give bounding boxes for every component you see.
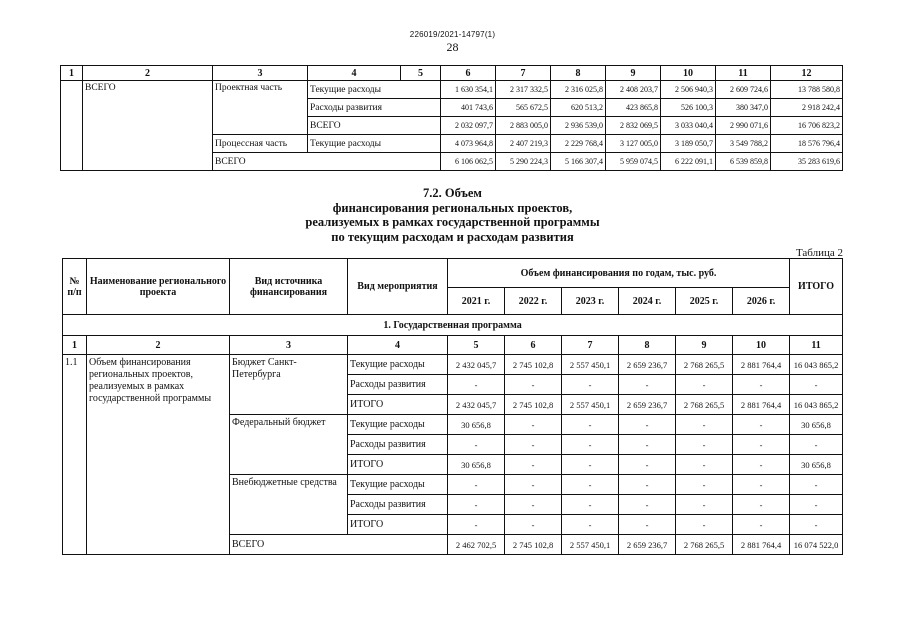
value-cell: 2 745 102,8 [505,395,562,415]
value-cell: 526 100,3 [661,99,716,117]
process-part-label: Процессная часть [213,135,308,153]
value-cell: 5 166 307,4 [551,153,606,171]
total-cell: - [790,435,843,455]
value-cell: - [676,475,733,495]
header-year: 2023 г. [562,288,619,315]
activity-label: Расходы развития [348,375,448,395]
value-cell: 423 865,8 [606,99,661,117]
value-cell: - [505,475,562,495]
value-cell: - [676,515,733,535]
table-label: Таблица 2 [795,247,843,259]
source-spb: Бюджет Санкт-Петербурга [230,355,348,415]
value-cell: 5 290 224,3 [496,153,551,171]
value-cell: 5 959 074,5 [606,153,661,171]
row-label: Расходы развития [308,99,441,117]
value-cell: - [505,495,562,515]
header-project-name: Наименование регионального проекта [87,259,230,315]
column-index: 3 [230,336,348,355]
value-cell: - [448,475,505,495]
value-cell: - [619,455,676,475]
value-cell: - [619,515,676,535]
value-cell: 3 127 005,0 [606,135,661,153]
value-cell: - [676,455,733,475]
column-index: 8 [551,66,606,81]
value-cell: 30 656,8 [448,415,505,435]
value-cell: 2 832 069,5 [606,117,661,135]
item-name: Объем финансирования региональных проектов, реализуемых в рамках государственной программы [87,355,230,555]
value-cell: 2 659 236,7 [619,395,676,415]
total-cell: 16 043 865,2 [790,355,843,375]
value-cell: - [676,415,733,435]
activity-label: Расходы развития [348,495,448,515]
header-activity: Вид мероприятия [348,259,448,315]
activity-label: Текущие расходы [348,415,448,435]
value-cell: 3 189 050,7 [661,135,716,153]
activity-label: Текущие расходы [348,475,448,495]
value-cell: - [505,515,562,535]
row-group-label: ВСЕГО [83,81,213,171]
value-cell: 620 513,2 [551,99,606,117]
value-cell: 2 745 102,8 [505,355,562,375]
summary-table [60,65,843,171]
value-cell: 2 032 097,7 [441,117,496,135]
total-cell: 18 576 796,4 [771,135,843,153]
column-index: 4 [308,66,401,81]
value-cell: 3 549 788,2 [716,135,771,153]
column-index: 9 [606,66,661,81]
value-cell: - [733,415,790,435]
value-cell: - [505,435,562,455]
value-cell: - [733,515,790,535]
total-cell: - [790,375,843,395]
total-cell: 30 656,8 [790,415,843,435]
value-cell: 1 630 354,1 [441,81,496,99]
column-index: 11 [790,336,843,355]
total-cell: - [790,495,843,515]
value-cell: 380 347,0 [716,99,771,117]
value-cell: 2 768 265,5 [676,535,733,555]
column-index: 7 [496,66,551,81]
value-cell: - [676,435,733,455]
value-cell: - [505,455,562,475]
value-cell: 2 432 045,7 [448,395,505,415]
column-index: 6 [441,66,496,81]
header-year: 2022 г. [505,288,562,315]
header-total: ИТОГО [790,259,843,315]
document-id: 226019/2021-14797(1) [409,30,496,39]
activity-label: ИТОГО [348,455,448,475]
value-cell: - [619,435,676,455]
column-index: 11 [716,66,771,81]
column-index-row [63,336,843,355]
item-number: 1.1 [63,355,87,555]
value-cell: 2 557 450,1 [562,395,619,415]
row-label: Текущие расходы [308,81,441,99]
value-cell: 2 881 764,4 [733,395,790,415]
section-title-line: по текущим расходам и расходам развития [331,229,574,244]
value-cell: 2 316 025,8 [551,81,606,99]
header-year: 2021 г. [448,288,505,315]
value-cell: - [505,415,562,435]
source-offbudget: Внебюджетные средства [230,475,348,535]
value-cell: - [676,375,733,395]
header-row [63,259,843,288]
row-label: ВСЕГО [213,153,441,171]
value-cell: 2 768 265,5 [676,355,733,375]
column-index: 4 [348,336,448,355]
value-cell: - [505,375,562,395]
value-cell: 2 768 265,5 [676,395,733,415]
total-cell: 16 043 865,2 [790,395,843,415]
source-federal: Федеральный бюджет [230,415,348,475]
value-cell: - [562,495,619,515]
value-cell: - [562,515,619,535]
value-cell: 2 432 045,7 [448,355,505,375]
column-index: 6 [505,336,562,355]
column-index: 10 [661,66,716,81]
value-cell: 2 317 332,5 [496,81,551,99]
value-cell: 2 506 940,3 [661,81,716,99]
header-year: 2026 г. [733,288,790,315]
empty-cell [61,81,83,171]
row-label: ВСЕГО [308,117,441,135]
column-index-row [61,66,843,81]
value-cell: 2 557 450,1 [562,355,619,375]
section-title [0,186,905,244]
column-index: 3 [213,66,308,81]
table-row [61,81,843,99]
activity-label: ИТОГО [348,515,448,535]
activity-label: Текущие расходы [348,355,448,375]
value-cell: - [562,455,619,475]
column-index: 9 [676,336,733,355]
total-cell: 35 283 619,6 [771,153,843,171]
value-cell: 2 229 768,4 [551,135,606,153]
value-cell: 565 672,5 [496,99,551,117]
page-number: 28 [446,40,459,54]
column-index: 12 [771,66,843,81]
value-cell: - [448,435,505,455]
total-cell: 2 918 242,4 [771,99,843,117]
column-index: 7 [562,336,619,355]
header-year: 2025 г. [676,288,733,315]
header-year: 2024 г. [619,288,676,315]
column-index: 5 [448,336,505,355]
value-cell: 4 073 964,8 [441,135,496,153]
total-cell: 16 074 522,0 [790,535,843,555]
column-index: 1 [61,66,83,81]
value-cell: - [733,375,790,395]
value-cell: - [676,495,733,515]
financing-table [62,258,843,555]
activity-label: Расходы развития [348,435,448,455]
total-cell: 30 656,8 [790,455,843,475]
value-cell: - [562,435,619,455]
value-cell: 2 883 005,0 [496,117,551,135]
value-cell: - [448,375,505,395]
header-funding: Объем финансирования по годам, тыс. руб. [448,259,790,288]
value-cell: - [733,455,790,475]
value-cell: - [448,515,505,535]
value-cell: - [562,415,619,435]
value-cell: - [733,435,790,455]
column-index: 1 [63,336,87,355]
value-cell: 6 106 062,5 [441,153,496,171]
table-row [63,355,843,375]
total-cell: - [790,515,843,535]
section-title-line: реализуемых в рамках государственной программы [305,215,600,229]
section-title-line: 7.2. Объем [423,186,482,200]
value-cell: - [562,375,619,395]
activity-label: ИТОГО [348,395,448,415]
value-cell: 2 408 203,7 [606,81,661,99]
total-cell: - [790,475,843,495]
value-cell: 2 881 764,4 [733,535,790,555]
header-source: Вид источника финансирования [230,259,348,315]
value-cell: 2 407 219,3 [496,135,551,153]
grand-total-label: ВСЕГО [230,535,448,555]
value-cell: - [562,475,619,495]
column-index: 2 [87,336,230,355]
project-part-label: Проектная часть [213,81,308,135]
value-cell: - [733,475,790,495]
value-cell: 2 936 539,0 [551,117,606,135]
value-cell: 3 033 040,4 [661,117,716,135]
column-index: 5 [401,66,441,81]
header-num: № п/п [63,259,87,315]
value-cell: - [619,375,676,395]
value-cell: 2 557 450,1 [562,535,619,555]
value-cell: - [619,415,676,435]
section-title-line: финансирования региональных проектов, [332,200,573,215]
value-cell: - [619,495,676,515]
value-cell: - [619,475,676,495]
value-cell: 30 656,8 [448,455,505,475]
value-cell: 2 745 102,8 [505,535,562,555]
row-label: Текущие расходы [308,135,441,153]
value-cell: 2 609 724,6 [716,81,771,99]
column-index: 2 [83,66,213,81]
value-cell: 401 743,6 [441,99,496,117]
value-cell: 2 881 764,4 [733,355,790,375]
value-cell: 6 539 859,8 [716,153,771,171]
value-cell: 2 462 702,5 [448,535,505,555]
value-cell: 2 990 071,6 [716,117,771,135]
value-cell: 6 222 091,1 [661,153,716,171]
total-cell: 16 706 823,2 [771,117,843,135]
value-cell: 2 659 236,7 [619,355,676,375]
section-row-label: 1. Государственная программа [63,315,843,336]
value-cell: - [448,495,505,515]
column-index: 8 [619,336,676,355]
value-cell: - [733,495,790,515]
column-index: 10 [733,336,790,355]
total-cell: 13 788 580,8 [771,81,843,99]
value-cell: 2 659 236,7 [619,535,676,555]
section-row [63,315,843,336]
